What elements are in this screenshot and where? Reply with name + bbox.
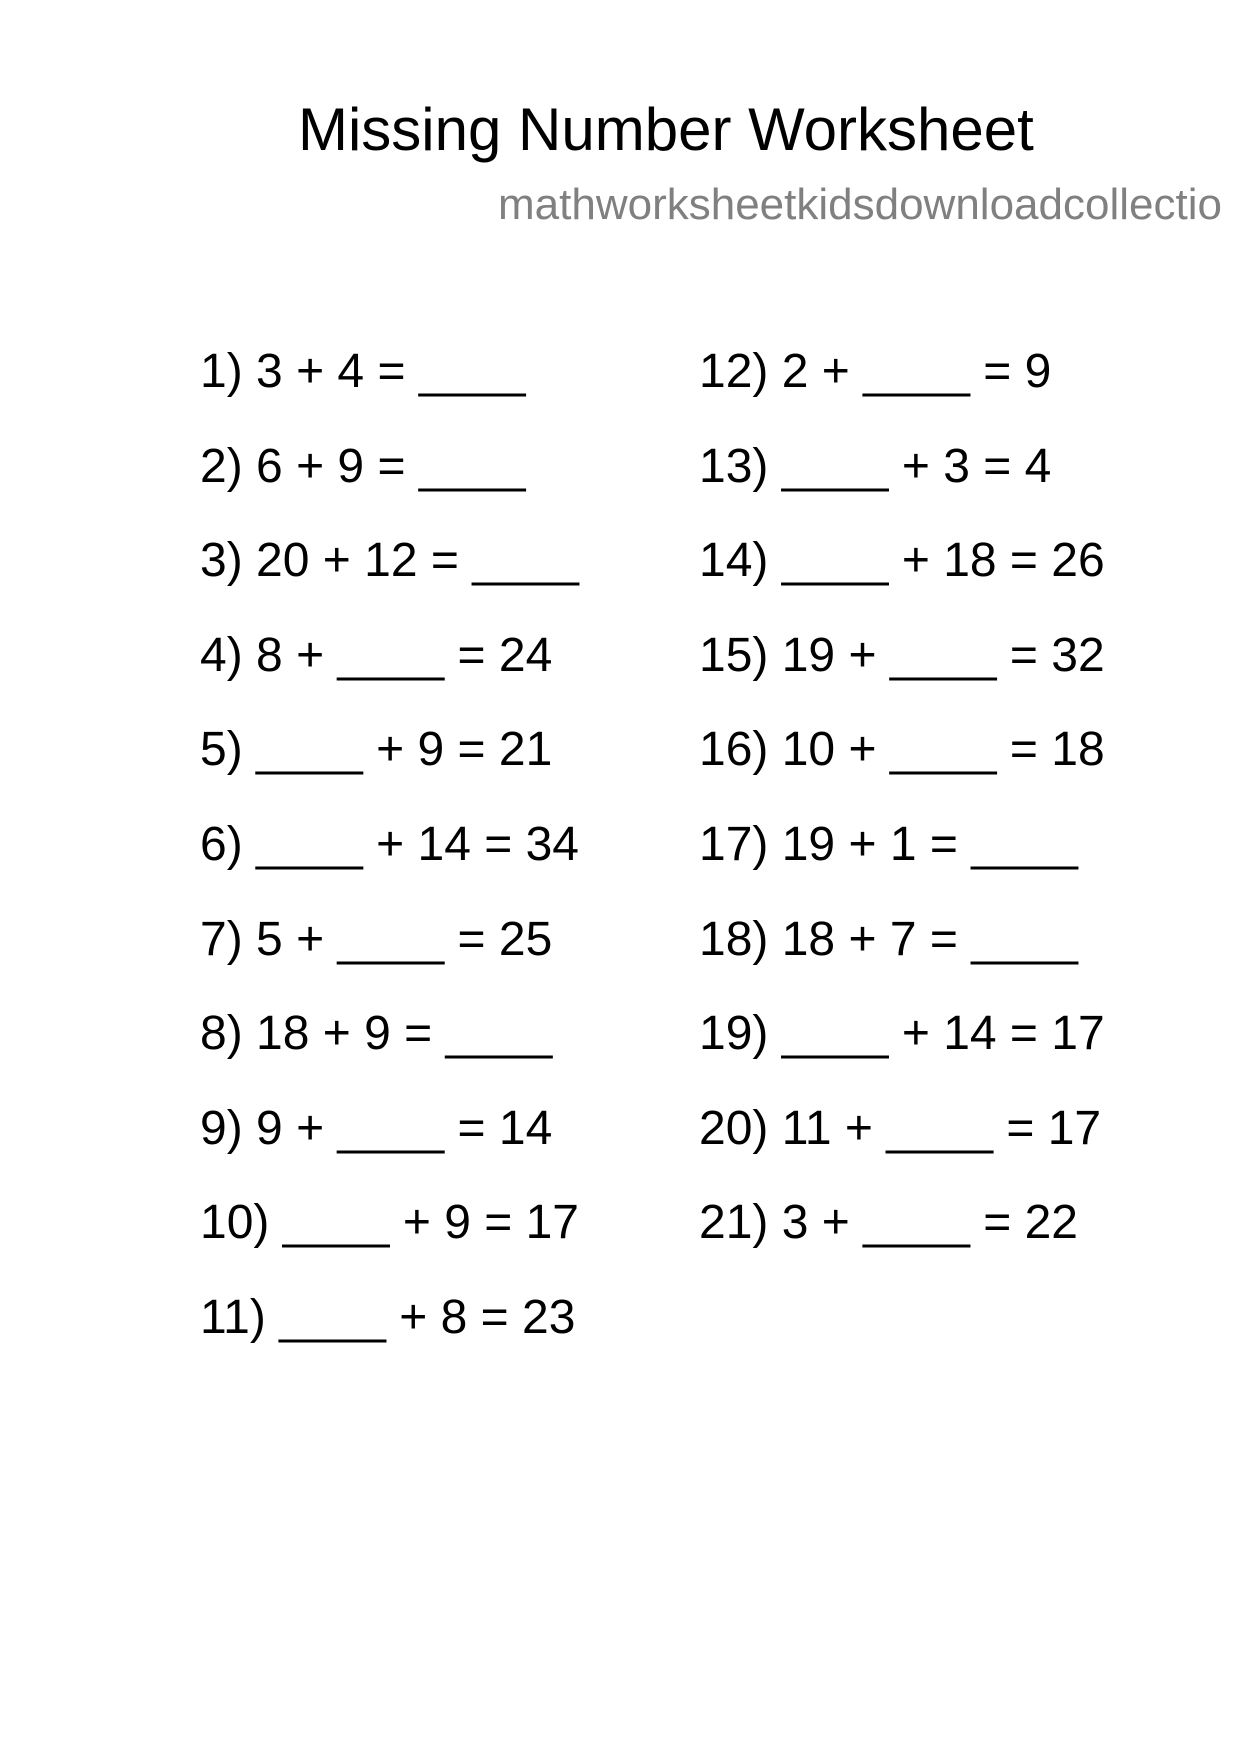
- problem-expression: 18 + 9 = ____: [256, 1007, 553, 1061]
- problem-expression: ____ + 3 = 4: [781, 439, 1052, 493]
- problem-number: 16): [699, 723, 769, 777]
- problem-number: 17): [699, 817, 769, 871]
- problem-expression: ____ + 18 = 26: [781, 534, 1105, 588]
- problem-expression: 18 + 7 = ____: [781, 912, 1078, 966]
- problem-item: [699, 1002, 1105, 1097]
- problem-expression: ____ + 9 = 17: [282, 1196, 579, 1250]
- problem-number: 6): [200, 817, 243, 871]
- problem-item: [200, 813, 579, 908]
- problem-number: 12): [699, 345, 769, 398]
- problem-item: [200, 1286, 579, 1381]
- problem-number: 13): [699, 439, 769, 493]
- problem-number: 11): [200, 1290, 266, 1344]
- problem-item: [200, 624, 579, 719]
- problem-expression: 9 + ____ = 14: [256, 1101, 553, 1155]
- problem-number: 19): [699, 1007, 769, 1061]
- problem-item: [200, 340, 579, 435]
- problem-number: 18): [699, 912, 769, 966]
- problem-number: 7): [200, 912, 243, 966]
- problem-expression: 19 + 1 = ____: [781, 817, 1078, 871]
- problems-right-column: [699, 340, 1105, 1286]
- problem-number: 5): [200, 723, 243, 777]
- problem-number: 3): [200, 534, 243, 588]
- problem-expression: 19 + ____ = 32: [781, 628, 1105, 682]
- problem-item: [699, 1097, 1105, 1192]
- problem-number: 2): [200, 439, 243, 493]
- problem-item: [699, 340, 1105, 435]
- problem-number: 21): [699, 1196, 769, 1250]
- problem-item: [699, 908, 1105, 1003]
- problem-expression: ____ + 14 = 34: [256, 817, 579, 871]
- problem-item: [699, 529, 1105, 624]
- problem-expression: 11 + ____ = 17: [781, 1101, 1102, 1155]
- problem-expression: 3 + 4 = ____: [256, 345, 526, 398]
- problem-expression: ____ + 9 = 21: [256, 723, 553, 777]
- problem-item: [699, 624, 1105, 719]
- problem-number: 15): [699, 628, 769, 682]
- problem-expression: 6 + 9 = ____: [256, 439, 526, 493]
- problem-expression: 5 + ____ = 25: [256, 912, 553, 966]
- problem-number: 8): [200, 1007, 243, 1061]
- problem-expression: 2 + ____ = 9: [781, 345, 1052, 398]
- problem-expression: 3 + ____ = 22: [781, 1196, 1078, 1250]
- problem-item: [699, 435, 1105, 530]
- problem-number: 1): [200, 345, 243, 398]
- problem-item: [200, 1191, 579, 1286]
- problem-number: 20): [699, 1101, 769, 1155]
- problem-item: [200, 529, 579, 624]
- problem-number: 9): [200, 1101, 243, 1155]
- problems-left-column: [200, 340, 579, 1381]
- problem-expression: 10 + ____ = 18: [781, 723, 1105, 777]
- problem-item: [699, 1191, 1105, 1286]
- problem-number: 10): [200, 1196, 270, 1250]
- problem-expression: ____ + 14 = 17: [781, 1007, 1105, 1061]
- problem-item: [200, 1097, 579, 1192]
- problem-number: 4): [200, 628, 243, 682]
- worksheet-title: Missing Number Worksheet: [298, 96, 1034, 163]
- problem-item: [699, 813, 1105, 908]
- problem-item: [200, 435, 579, 530]
- problem-item: [200, 908, 579, 1003]
- problem-expression: 8 + ____ = 24: [256, 628, 553, 682]
- problem-item: [200, 718, 579, 813]
- problem-number: 14): [699, 534, 769, 588]
- problem-item: [699, 718, 1105, 813]
- worksheet-source-watermark: mathworksheetkidsdownloadcollectio: [498, 180, 1222, 229]
- problem-expression: ____ + 8 = 23: [279, 1290, 576, 1344]
- problem-item: [200, 1002, 579, 1097]
- problem-expression: 20 + 12 = ____: [256, 534, 579, 588]
